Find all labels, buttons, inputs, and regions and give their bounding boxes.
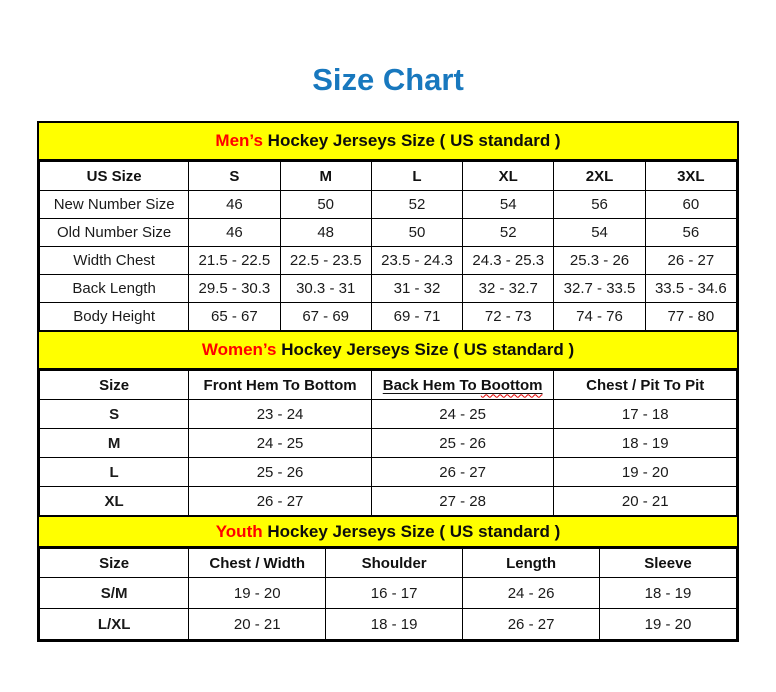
size-value-cell: 65 - 67 — [189, 303, 280, 331]
row-label: XL — [40, 487, 189, 516]
size-value-cell: 25 - 26 — [189, 458, 372, 487]
size-value-cell: 46 — [189, 191, 280, 219]
row-label: S — [40, 400, 189, 429]
size-chart-tables — [37, 121, 739, 642]
size-value-cell: 23.5 - 24.3 — [371, 247, 462, 275]
size-value-cell: 25.3 - 26 — [554, 247, 645, 275]
mens-size-table — [39, 161, 737, 331]
youth-size-table — [39, 548, 737, 640]
table-row — [40, 219, 737, 247]
row-label: Width Chest — [40, 247, 189, 275]
size-value-cell: 52 — [463, 219, 554, 247]
page-title: Size Chart — [312, 62, 464, 97]
table-row — [40, 458, 737, 487]
size-value-cell: 56 — [554, 191, 645, 219]
row-label: Body Height — [40, 303, 189, 331]
womens-caption-highlight: Women’s — [201, 340, 277, 359]
size-value-cell: 27 - 28 — [371, 487, 554, 516]
size-value-cell: 56 — [645, 219, 736, 247]
size-value-cell: 19 - 20 — [600, 609, 737, 640]
table-row — [40, 400, 737, 429]
size-value-cell: 31 - 32 — [371, 275, 462, 303]
size-value-cell: 18 - 19 — [326, 609, 463, 640]
table-row — [40, 247, 737, 275]
mens-column-header: XL — [463, 162, 554, 191]
size-value-cell: 54 — [463, 191, 554, 219]
womens-column-header: Chest / Pit To Pit — [554, 371, 737, 400]
womens-column-header: Front Hem To Bottom — [189, 371, 372, 400]
table-row — [40, 429, 737, 458]
size-value-cell: 23 - 24 — [189, 400, 372, 429]
youth-column-header: Chest / Width — [189, 549, 326, 578]
size-value-cell: 77 - 80 — [645, 303, 736, 331]
size-value-cell: 33.5 - 34.6 — [645, 275, 736, 303]
size-value-cell: 20 - 21 — [189, 609, 326, 640]
size-value-cell: 48 — [280, 219, 371, 247]
size-value-cell: 74 - 76 — [554, 303, 645, 331]
size-value-cell: 16 - 17 — [326, 578, 463, 609]
row-label: M — [40, 429, 189, 458]
youth-column-header: Shoulder — [326, 549, 463, 578]
size-value-cell: 25 - 26 — [371, 429, 554, 458]
youth-caption-highlight: Youth — [215, 521, 263, 541]
mens-column-header: L — [371, 162, 462, 191]
table-row — [40, 303, 737, 331]
mens-caption-text: Hockey Jerseys Size ( US standard ) — [262, 131, 561, 150]
size-value-cell: 26 - 27 — [463, 609, 600, 640]
size-value-cell: 20 - 21 — [554, 487, 737, 516]
misspelled-word: Boottom — [480, 376, 543, 394]
youth-caption-text: Hockey Jerseys Size ( US standard ) — [262, 521, 561, 541]
youth-table-caption — [39, 516, 737, 548]
womens-table-caption — [39, 331, 737, 370]
row-label: L — [40, 458, 189, 487]
row-label: New Number Size — [40, 191, 189, 219]
row-label: L/XL — [40, 609, 189, 640]
underlined-header-text: Back Hem To Boottom — [382, 376, 543, 394]
size-value-cell: 69 - 71 — [371, 303, 462, 331]
table-row — [40, 275, 737, 303]
size-value-cell: 19 - 20 — [554, 458, 737, 487]
size-value-cell: 52 — [371, 191, 462, 219]
mens-column-header: US Size — [40, 162, 189, 191]
size-value-cell: 30.3 - 31 — [280, 275, 371, 303]
size-value-cell: 22.5 - 23.5 — [280, 247, 371, 275]
youth-column-header: Size — [40, 549, 189, 578]
size-value-cell: 24 - 25 — [189, 429, 372, 458]
womens-column-header — [371, 371, 554, 400]
mens-caption-highlight: Men’s — [215, 131, 263, 150]
size-value-cell: 46 — [189, 219, 280, 247]
row-label: S/M — [40, 578, 189, 609]
mens-column-header: S — [189, 162, 280, 191]
table-row — [40, 609, 737, 640]
table-row — [40, 191, 737, 219]
size-value-cell: 24 - 26 — [463, 578, 600, 609]
womens-caption-text: Hockey Jerseys Size ( US standard ) — [276, 340, 575, 359]
size-value-cell: 54 — [554, 219, 645, 247]
size-value-cell: 50 — [371, 219, 462, 247]
size-value-cell: 21.5 - 22.5 — [189, 247, 280, 275]
size-value-cell: 72 - 73 — [463, 303, 554, 331]
size-value-cell: 19 - 20 — [189, 578, 326, 609]
row-label: Back Length — [40, 275, 189, 303]
mens-header-row — [40, 162, 737, 191]
size-value-cell: 24.3 - 25.3 — [463, 247, 554, 275]
size-value-cell: 26 - 27 — [371, 458, 554, 487]
table-row — [40, 487, 737, 516]
size-value-cell: 67 - 69 — [280, 303, 371, 331]
youth-header-row — [40, 549, 737, 578]
size-value-cell: 32.7 - 33.5 — [554, 275, 645, 303]
size-value-cell: 18 - 19 — [600, 578, 737, 609]
mens-column-header: 3XL — [645, 162, 736, 191]
row-label: Old Number Size — [40, 219, 189, 247]
size-value-cell: 60 — [645, 191, 736, 219]
size-value-cell: 17 - 18 — [554, 400, 737, 429]
youth-column-header: Length — [463, 549, 600, 578]
size-value-cell: 29.5 - 30.3 — [189, 275, 280, 303]
table-row — [40, 578, 737, 609]
size-value-cell: 18 - 19 — [554, 429, 737, 458]
mens-column-header: M — [280, 162, 371, 191]
mens-table-caption — [39, 123, 737, 161]
size-value-cell: 50 — [280, 191, 371, 219]
womens-column-header: Size — [40, 371, 189, 400]
size-value-cell: 26 - 27 — [645, 247, 736, 275]
size-value-cell: 32 - 32.7 — [463, 275, 554, 303]
size-value-cell: 24 - 25 — [371, 400, 554, 429]
youth-column-header: Sleeve — [600, 549, 737, 578]
womens-header-row — [40, 371, 737, 400]
mens-column-header: 2XL — [554, 162, 645, 191]
womens-size-table — [39, 370, 737, 516]
size-value-cell: 26 - 27 — [189, 487, 372, 516]
